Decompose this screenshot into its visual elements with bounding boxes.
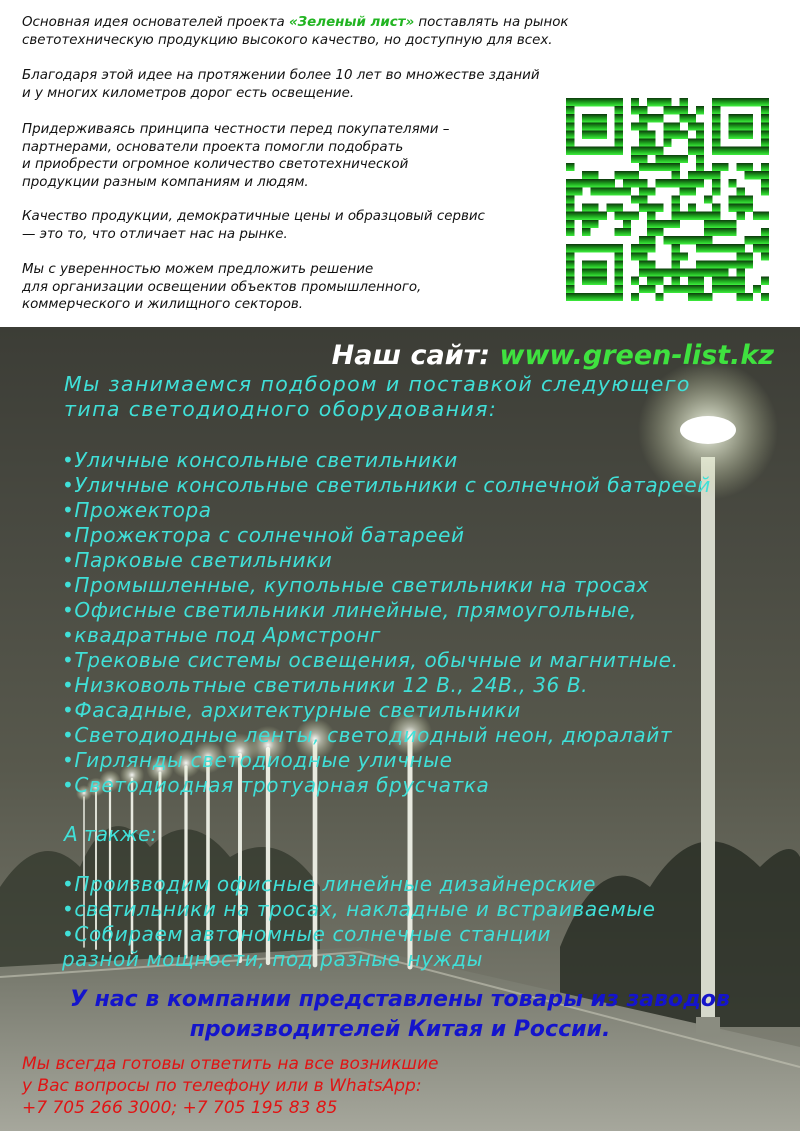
p4-line-1: Качество продукции, демократичные цены и образцовый сервис — [22, 209, 485, 224]
list-item: •Производим офисные линейные дизайнерские — [62, 872, 597, 896]
p3-line-1: Придерживаясь принципа честности перед покупателями – — [22, 122, 450, 137]
products-list — [62, 448, 711, 798]
suppliers-line-2: производителей Китая и России. — [189, 1017, 611, 1042]
list-item: •Светодиодная тротуарная брусчатка — [62, 773, 490, 797]
p2-line-2: и у многих километров дорог есть освещение. — [22, 85, 355, 101]
list-item: •Трековые системы освещения, обычные и магнитные. — [62, 648, 679, 672]
list-item: разной мощности, под разные нужды — [62, 947, 484, 971]
offer-line-2: типа светодиодного оборудования: — [64, 397, 498, 421]
list-item: •Светодиодные ленты, светодиодный неон, дюралайт — [62, 723, 673, 747]
list-item: •Уличные консольные светильники — [62, 448, 458, 472]
list-item: •Фасадные, архитектурные светильники — [62, 698, 521, 722]
p1-text-before: Основная идея основателей проекта — [22, 15, 289, 30]
offer-line-1: Мы занимаемся подбором и поставкой следующего — [64, 372, 691, 396]
qr-code-icon[interactable] — [566, 98, 769, 301]
list-item: •Уличные консольные светильники с солнечной батареей — [62, 473, 711, 497]
list-item: •Парковые светильники — [62, 548, 333, 572]
contact-line-2: у Вас вопросы по телефону или в WhatsApp: — [22, 1076, 422, 1096]
contact-block — [22, 1053, 438, 1119]
list-item: •квадратные под Армстронг — [62, 623, 382, 647]
p3-line-2: партнерами, основатели проекта помогли подобрать — [22, 139, 404, 155]
list-item: •Промышленные, купольные светильники на тросах — [62, 573, 650, 597]
p1-text-after: поставлять на рынок — [414, 15, 569, 30]
website-link[interactable]: www.green-list.kz — [499, 340, 774, 371]
list-item: •Низковольтные светильники 12 В., 24В., 36 В. — [62, 673, 589, 697]
p1-line-2: светотехническую продукцию высокого качество, но доступную для всех. — [22, 32, 553, 48]
contact-phones[interactable]: +7 705 266 3000; +7 705 195 83 85 — [22, 1098, 338, 1118]
list-item: •светильники на тросах, накладные и встраиваемые — [62, 897, 656, 921]
list-item: •Прожектора с солнечной батареей — [62, 523, 465, 547]
p3-line-3: и приобрести огромное количество светотехнической — [22, 157, 409, 172]
p5-line-3: коммерческого и жилищного секторов. — [22, 297, 304, 312]
street-lights-photo-section — [0, 327, 800, 1131]
intro-paragraph-5 — [22, 261, 421, 314]
list-item: •Собираем автономные солнечные станции — [62, 922, 552, 946]
p5-line-1: Мы с уверенностью можем предложить решение — [22, 262, 374, 277]
intro-paragraph-2 — [22, 67, 540, 102]
offer-heading — [64, 372, 691, 422]
also-title: А также: — [64, 822, 158, 846]
intro-paragraph-1 — [22, 14, 569, 49]
list-item: •Офисные светильники линейные, прямоугольные, — [62, 598, 637, 622]
p5-line-2: для организации освещении объектов промышленного, — [22, 279, 422, 295]
suppliers-line-1: У нас в компании представлены товары из заводов — [70, 987, 730, 1012]
intro-section — [0, 0, 800, 327]
p4-line-2: — это то, что отличает нас на рынке. — [22, 226, 288, 242]
list-item: •Прожектора — [62, 498, 212, 522]
list-item: •Гирлянды светодиодные уличные — [62, 748, 453, 772]
intro-paragraph-4 — [22, 208, 485, 243]
also-list — [62, 872, 656, 972]
website-line — [332, 340, 774, 371]
brand-name: «Зеленый лист» — [288, 15, 415, 30]
p2-line-1: Благодаря этой идее на протяжении более 10 лет во множестве зданий — [22, 68, 540, 83]
intro-paragraph-3 — [22, 121, 449, 191]
contact-line-1: Мы всегда готовы ответить на все возникшие — [22, 1054, 439, 1074]
p3-line-4: продукции разным компаниям и людям. — [22, 174, 309, 190]
website-label: Наш сайт: — [331, 340, 500, 371]
